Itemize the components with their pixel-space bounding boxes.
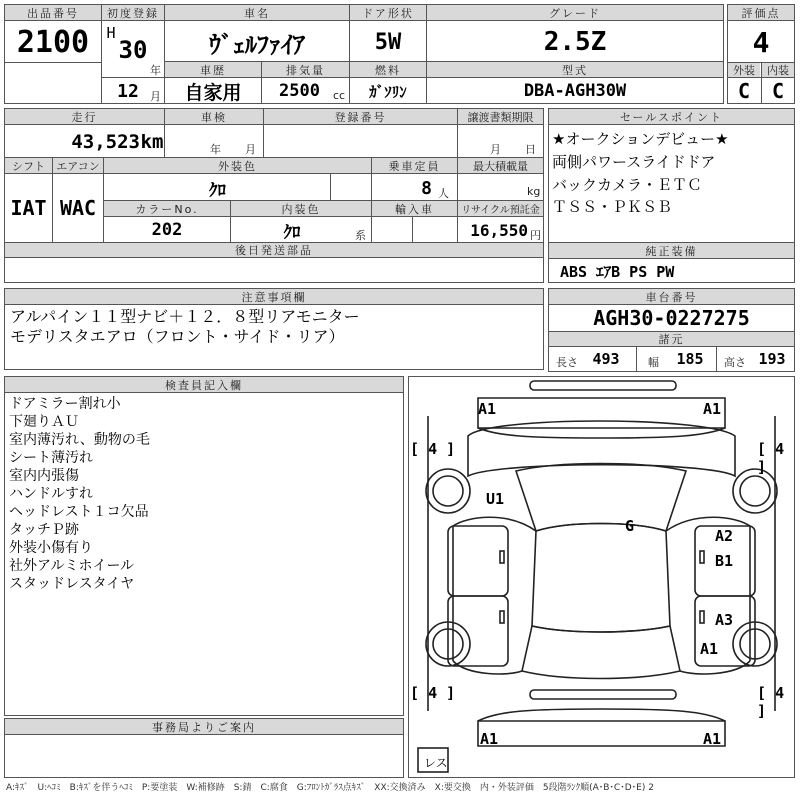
ext-color-value: ｸﾛ <box>209 180 226 201</box>
int-color-label: 内装色 <box>231 201 371 216</box>
tire-rl: [ 4 ] <box>410 684 456 702</box>
capacity-unit: 人 <box>438 187 449 200</box>
model-value: DBA-AGH30W <box>523 81 627 101</box>
lot-label: 出品番号 <box>5 5 101 20</box>
displacement-unit: cc <box>333 89 346 102</box>
ext-score-label: 外装 <box>728 63 760 77</box>
car-diagram <box>408 376 795 778</box>
mark-front-right: A1 <box>703 400 722 418</box>
tire-rr: [ 4 ] <box>757 684 785 720</box>
reg-no-label: 登録番号 <box>264 109 457 124</box>
sales-point-1: ★オークションデビュー★ <box>552 130 729 148</box>
mileage-unit: km <box>140 131 164 153</box>
shift-label: シフト <box>5 158 52 173</box>
int-color-unit: 系 <box>355 229 366 242</box>
inspector-note-2: 下廻りＡＵ <box>9 414 79 430</box>
note-line-2: モデリスタエアロ（フロント・サイド・リア） <box>10 327 345 346</box>
inspector-note-9: 外装小傷有り <box>9 540 93 556</box>
height-label: 高さ <box>724 356 746 369</box>
transfer-doc-label: 譲渡書類期限 <box>458 109 543 124</box>
fuel-label: 燃料 <box>350 62 426 77</box>
tire-fl-value: 4 <box>428 440 438 458</box>
equipment-label: 純正装備 <box>549 243 794 258</box>
tire-fr-value: 4 <box>775 440 785 458</box>
mark-roof: G <box>625 517 635 535</box>
displacement-label: 排気量 <box>262 62 349 77</box>
capacity-label: 乗車定員 <box>372 158 457 173</box>
ext-color-label: 外装色 <box>104 158 371 173</box>
car-name: ｳﾞｪﾙﾌｧｲｱ <box>209 30 305 59</box>
history-value: 自家用 <box>184 81 242 104</box>
tire-rl-value: 4 <box>428 684 438 702</box>
notes-label: 注意事項欄 <box>5 289 543 304</box>
office-label: 事務局よりご案内 <box>5 719 403 734</box>
import-label: 輸入車 <box>372 201 457 216</box>
inspector-note-1: ドアミラー割れ小 <box>9 396 121 412</box>
inspection-label: 車検 <box>165 109 263 124</box>
color-no-value: 202 <box>151 220 183 240</box>
mark-rear-right: A1 <box>703 730 722 748</box>
legend-text: A:ｷｽﾞ U:ﾍｺﾐ B:ｷｽﾞを伴うﾍｺﾐ P:要塗装 W:補修跡 S:錆 C:腐食 G:ﾌﾛﾝﾄｶﾞﾗｽ点ｷｽﾞ XX:交換済み X:要交換 内・外装評価 5段階ﾗﾝｸ順(A･B･C･D･E) 2 <box>6 783 654 793</box>
transfer-day-unit: 日 <box>525 143 536 156</box>
chassis-label: 車台番号 <box>549 289 794 304</box>
score-label: 評価点 <box>728 5 794 20</box>
inspection-month-unit: 月 <box>245 143 256 156</box>
model-label: 型式 <box>427 62 723 77</box>
int-score-value: C <box>771 79 785 103</box>
aircon-value: WAC <box>59 196 97 220</box>
door-type: 5W <box>374 29 402 55</box>
first-reg-month-unit: 月 <box>150 90 161 103</box>
inspector-note-7: ヘッドレスト１コ欠品 <box>9 504 149 520</box>
first-reg-era: H <box>106 24 116 42</box>
displacement-value: 2500 <box>279 81 320 101</box>
first-reg-month: 12 <box>117 80 139 102</box>
tire-fr: [ 4 ] <box>757 440 785 476</box>
sales-point-2: 両側パワースライドドア <box>552 153 716 171</box>
width-value: 185 <box>676 350 704 368</box>
first-reg-label: 初度登録 <box>102 5 164 20</box>
door-label: ドア形状 <box>350 5 426 20</box>
inspector-note-10: 社外アルミホイール <box>9 558 135 574</box>
height-value: 193 <box>758 350 786 368</box>
car-name-label: 車名 <box>165 5 349 20</box>
specs-label: 諸元 <box>549 332 794 346</box>
shift-value: IAT <box>10 196 47 220</box>
sales-point-3: バックカメラ・ＥＴＣ <box>552 176 703 194</box>
later-parts-label: 後日発送部品 <box>5 243 543 257</box>
history-label: 車歴 <box>165 62 261 77</box>
length-value: 493 <box>592 350 620 368</box>
recycle-label: リサイクル預託金 <box>458 201 543 216</box>
capacity-value: 8 <box>421 177 432 199</box>
inspector-note-5: 室内内張傷 <box>9 468 79 484</box>
inspection-year-unit: 年 <box>210 143 221 156</box>
mark-right-front-door: A2 <box>715 527 734 545</box>
recycle-value: 16,550 <box>470 220 528 240</box>
first-reg-year: 30 <box>118 36 148 64</box>
mark-front-left: A1 <box>478 400 497 418</box>
sales-point-4: ＴＳＳ・ＰＫＳＢ <box>552 198 673 216</box>
mark-rear-left: A1 <box>480 730 499 748</box>
note-line-1: アルパイン１１型ナビ＋１２．８型リアモニター <box>10 307 360 326</box>
grade-value: 2.5Z <box>543 27 607 57</box>
score-value: 4 <box>752 25 770 59</box>
inspector-note-6: ハンドルすれ <box>9 486 93 502</box>
mark-right-rear-fender: A1 <box>700 640 719 658</box>
inspector-note-11: スタッドレスタイヤ <box>9 576 135 592</box>
equipment-value: ABS ｴｱB PS PW <box>560 262 675 281</box>
tire-rr-value: 4 <box>775 684 785 702</box>
mark-right-rear-door: A3 <box>715 611 734 629</box>
fuel-value: ｶﾞｿﾘﾝ <box>369 82 407 101</box>
length-label: 長さ <box>556 356 578 369</box>
transfer-month-unit: 月 <box>490 143 501 156</box>
lot-number: 2100 <box>16 24 90 60</box>
first-reg-year-unit: 年 <box>150 64 161 77</box>
recycle-unit: 円 <box>530 229 541 242</box>
color-no-label: カラーNo. <box>104 201 230 216</box>
max-load-unit: kg <box>527 185 541 198</box>
max-load-label: 最大積載量 <box>458 158 543 173</box>
int-color-value: ｸﾛ <box>283 222 301 243</box>
inspector-note-4: シート薄汚れ <box>9 450 93 466</box>
aircon-label: エアコン <box>53 158 103 173</box>
mark-left-side: U1 <box>486 490 505 508</box>
sales-points-label: セールスポイント <box>549 109 794 124</box>
tire-fl: [ 4 ] <box>410 440 456 458</box>
chassis-number: AGH30-0227275 <box>593 306 750 330</box>
width-label: 幅 <box>648 356 659 369</box>
int-score-label: 内装 <box>762 63 794 77</box>
mileage-label: 走行 <box>5 109 164 124</box>
mark-right-front-door-2: B1 <box>715 552 734 570</box>
spare-tire-label: レス <box>424 756 448 770</box>
inspector-label: 検査員記入欄 <box>5 377 403 392</box>
inspector-note-3: 室内薄汚れ、動物の毛 <box>9 432 150 448</box>
inspector-note-8: タッチＰ跡 <box>9 522 79 538</box>
mileage-value: 43,523 <box>71 131 140 153</box>
ext-score-value: C <box>737 79 751 103</box>
grade-label: グレード <box>427 5 723 20</box>
